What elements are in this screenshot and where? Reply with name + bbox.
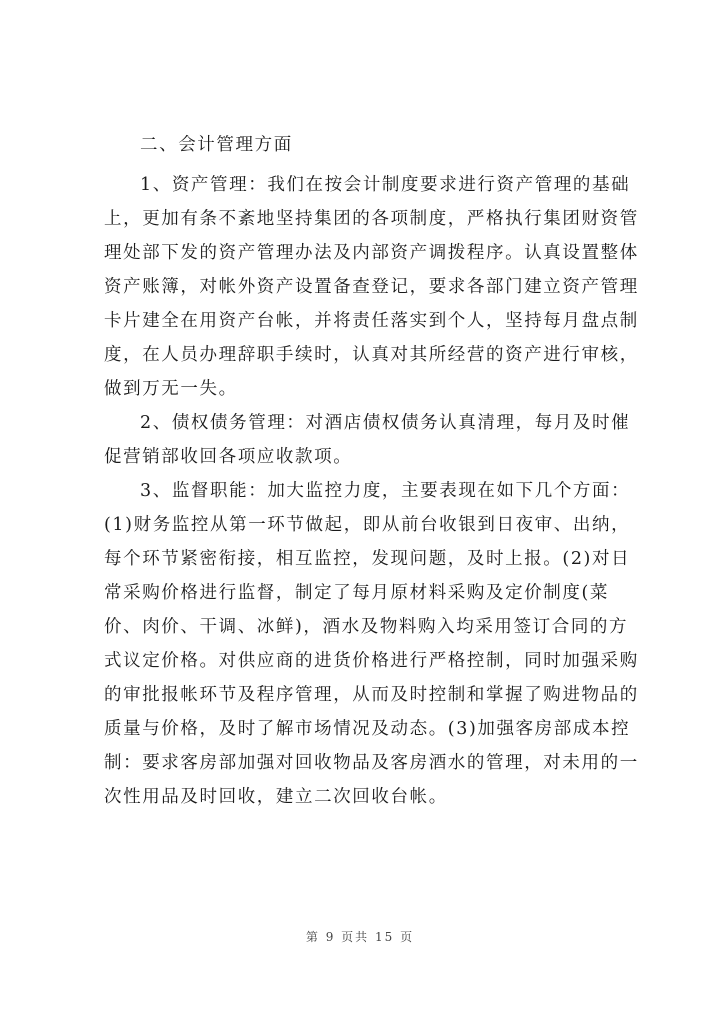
paragraph-line: 式议定价格。对供应商的进货价格进行严格控制，同时加强采购	[104, 651, 639, 671]
paragraph-line: 3、监督职能：加大监控力度，主要表现在如下几个方面：	[140, 481, 631, 501]
paragraph-line: 次性用品及时回收，建立二次回收台帐。	[104, 787, 448, 807]
paragraph-line: 每个环节紧密衔接，相互监控，发现问题，及时上报。(2)对日	[104, 549, 631, 569]
paragraph-line: (1)财务监控从第一环节做起，即从前台收银到日夜审、出纳，	[104, 515, 631, 535]
paragraph-line: 常采购价格进行监督，制定了每月原材料采购及定价制度(菜	[104, 583, 610, 603]
paragraph-line: 质量与价格，及时了解市场情况及动态。(3)加强客房部成本控	[104, 719, 631, 739]
paragraph-line: 制：要求客房部加强对回收物品及客房酒水的管理，对未用的一	[104, 753, 639, 773]
paragraph-line: 理处部下发的资产管理办法及内部资产调拨程序。认真设置整体	[104, 243, 639, 263]
page-number: 第 9 页共 15 页	[305, 930, 415, 944]
section-heading: 二、会计管理方面	[140, 135, 293, 155]
paragraph-line: 上，更加有条不紊地坚持集团的各项制度，严格执行集团财资管	[104, 209, 639, 229]
paragraph-line: 价、肉价、干调、冰鲜)，酒水及物料购入均采用签订合同的方	[104, 617, 629, 637]
paragraph-line: 资产账簿，对帐外资产设置备查登记，要求各部门建立资产管理	[104, 277, 639, 297]
paragraph-line: 的审批报帐环节及程序管理，从而及时控制和掌握了购进物品的	[104, 685, 639, 705]
paragraph-line: 做到万无一失。	[104, 379, 238, 399]
paragraph-line: 度，在人员办理辞职手续时，认真对其所经营的资产进行审核，	[104, 345, 639, 365]
paragraph-line: 卡片建全在用资产台帐，并将责任落实到个人，坚持每月盘点制	[104, 311, 639, 331]
paragraph-line: 1、资产管理：我们在按会计制度要求进行资产管理的基础	[140, 175, 631, 195]
paragraph-line: 2、债权债务管理：对酒店债权债务认真清理，每月及时催	[140, 413, 631, 433]
body-text	[104, 168, 639, 814]
paragraph-line: 促营销部收回各项应收款项。	[104, 447, 353, 467]
